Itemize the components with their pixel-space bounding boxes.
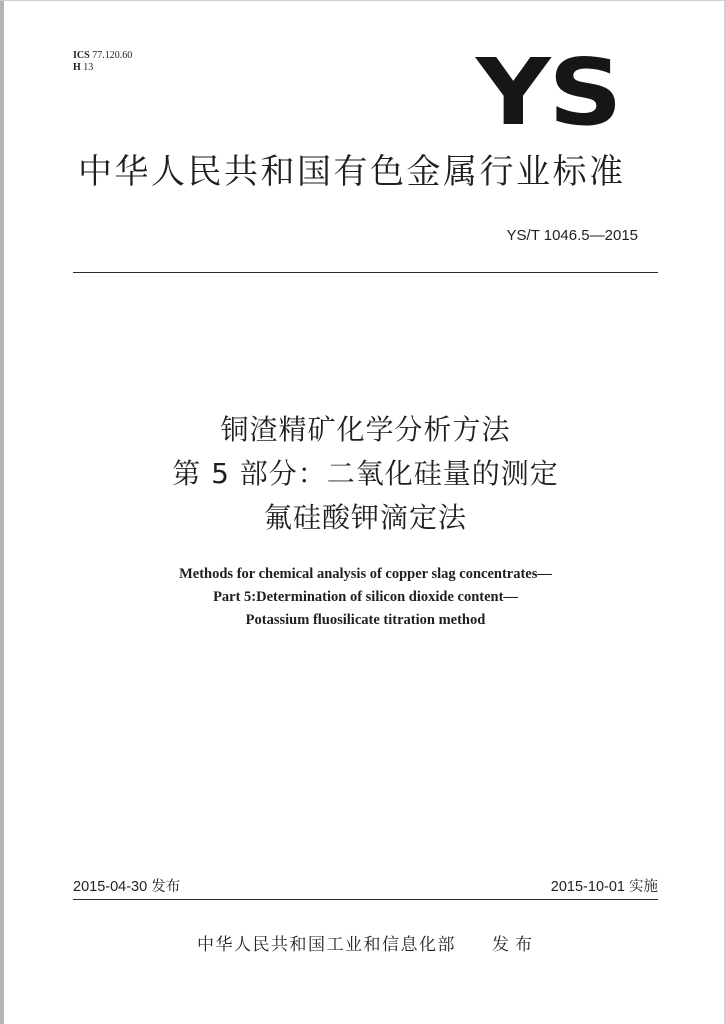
ics-code: 77.120.60 (92, 50, 133, 61)
issue-date: 2015-04-30 发布 (73, 879, 181, 895)
english-title (73, 563, 658, 632)
chinese-title-line-3: 氟硅酸钾滴定法 (263, 501, 467, 534)
english-title-line-3: Potassium fluosilicate titration method (245, 612, 486, 628)
ics-row (73, 50, 132, 62)
chinese-title (73, 408, 658, 540)
scan-edge-top (0, 0, 726, 1)
publisher-name: 中华人民共和国工业和信息化部 (197, 935, 456, 955)
ys-logo: YS (476, 39, 621, 146)
classification-codes (73, 50, 132, 74)
industry-standard-heading: 中华人民共和国有色金属行业标准 (78, 152, 626, 192)
publish-label: 发布 (492, 935, 538, 955)
scan-edge-left (0, 0, 4, 1024)
chinese-title-line-1: 铜渣精矿化学分析方法 (220, 413, 511, 446)
standard-number: YS/T 1046.5—2015 (506, 227, 638, 244)
chinese-title-line-2: 第 5 部分：二氧化硅量的测定 (172, 457, 559, 490)
ccs-row (73, 62, 132, 74)
english-title-line-1: Methods for chemical analysis of copper slag concentrates— (179, 566, 552, 582)
footer-divider (73, 899, 658, 900)
ccs-code: 13 (83, 62, 94, 73)
implementation-date: 2015-10-01 实施 (550, 879, 658, 895)
ccs-label: H (73, 62, 81, 73)
english-title-line-2: Part 5:Determination of silicon dioxide content— (213, 589, 518, 605)
ics-label: ICS (73, 50, 90, 61)
header-divider (73, 272, 658, 273)
